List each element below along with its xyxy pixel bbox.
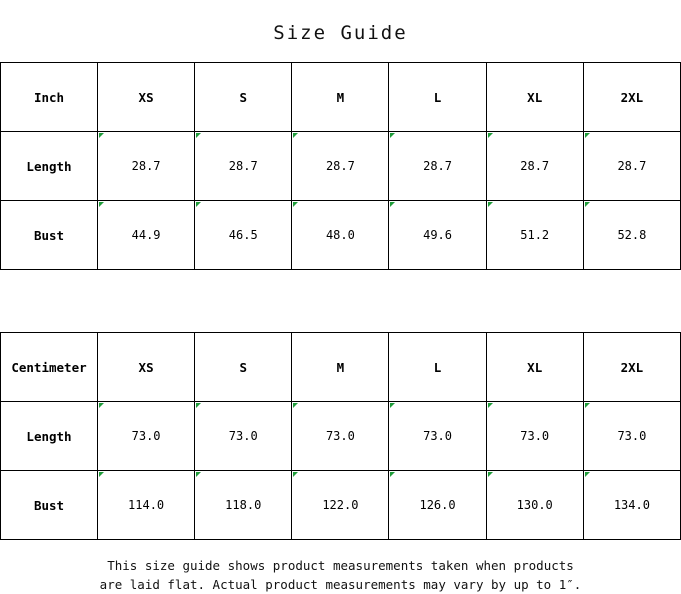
size-header-2xl: 2XL [583,333,680,402]
table-row [1,402,681,471]
cell-length-s: 73.0 [195,402,292,471]
row-label-length: Length [1,402,98,471]
page-title: Size Guide [273,22,408,44]
cell-length-xs: 73.0 [98,402,195,471]
cell-bust-xs: 44.9 [98,201,195,270]
size-table-inch [0,62,681,270]
cell-length-l: 28.7 [389,132,486,201]
row-label-length: Length [1,132,98,201]
size-table-centimeter [0,332,681,540]
cell-length-2xl: 73.0 [583,402,680,471]
size-header-m: M [292,63,389,132]
size-header-xl: XL [486,63,583,132]
size-header-s: S [195,63,292,132]
cell-bust-xl: 51.2 [486,201,583,270]
cell-bust-2xl: 52.8 [583,201,680,270]
size-header-m: M [292,333,389,402]
cell-bust-m: 48.0 [292,201,389,270]
cell-bust-m: 122.0 [292,471,389,540]
cell-length-m: 28.7 [292,132,389,201]
cell-length-xl: 73.0 [486,402,583,471]
cell-length-xl: 28.7 [486,132,583,201]
table-row [1,471,681,540]
cell-bust-s: 46.5 [195,201,292,270]
size-header-l: L [389,63,486,132]
table-header-row [1,63,681,132]
table-row [1,201,681,270]
cell-bust-l: 49.6 [389,201,486,270]
cell-length-l: 73.0 [389,402,486,471]
cell-bust-2xl: 134.0 [583,471,680,540]
size-header-l: L [389,333,486,402]
size-header-xl: XL [486,333,583,402]
table-row [1,132,681,201]
row-label-bust: Bust [1,201,98,270]
cell-length-s: 28.7 [195,132,292,201]
row-label-bust: Bust [1,471,98,540]
cell-bust-s: 118.0 [195,471,292,540]
footnote-line-1: This size guide shows product measurements taken when products [107,558,574,573]
cell-length-m: 73.0 [292,402,389,471]
cell-bust-xs: 114.0 [98,471,195,540]
cell-length-xs: 28.7 [98,132,195,201]
table-header-row [1,333,681,402]
table-separator [0,270,681,332]
footnote-line-2: are laid flat. Actual product measurements may vary by up to 1″. [99,577,582,592]
size-guide-footnote [0,540,681,594]
size-header-s: S [195,333,292,402]
cell-length-2xl: 28.7 [583,132,680,201]
unit-label-centimeter: Centimeter [1,333,98,402]
unit-label-inch: Inch [1,63,98,132]
cell-bust-xl: 130.0 [486,471,583,540]
size-header-2xl: 2XL [583,63,680,132]
size-header-xs: XS [98,333,195,402]
cell-bust-l: 126.0 [389,471,486,540]
size-header-xs: XS [98,63,195,132]
